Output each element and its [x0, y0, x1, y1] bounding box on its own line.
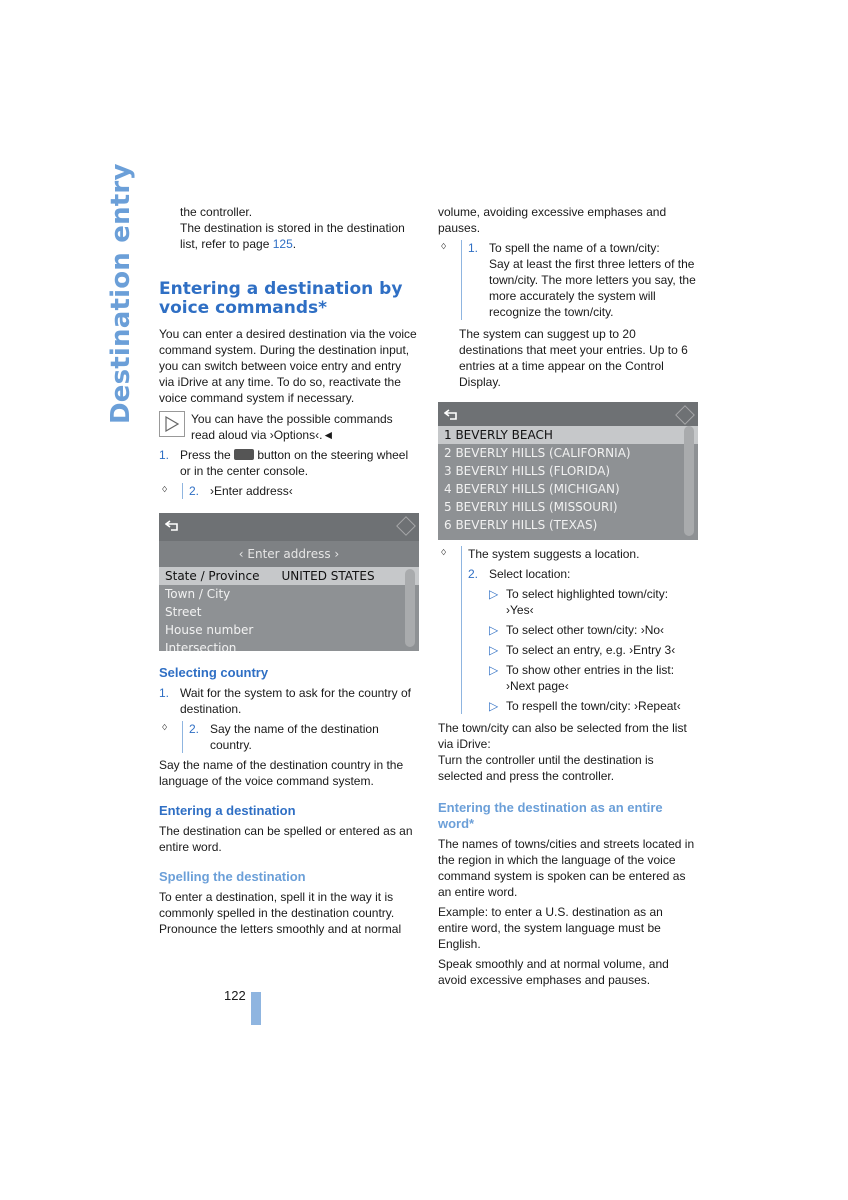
select-step-number: 2. [468, 567, 479, 581]
bullet-arrow-icon: ▷ [489, 623, 499, 637]
row-label: State / Province [165, 569, 260, 583]
voice-step-1-text: To spell the name of a town/city: [489, 241, 660, 255]
section-heading: Entering a destination by voice commands* [159, 279, 403, 318]
option-list [468, 586, 696, 714]
town-row[interactable]: 3 BEVERLY HILLS (FLORIDA) [444, 464, 611, 478]
suggest-paragraph: The system can suggest up to 20 destinations that meet your entries. Up to 6 entries at a time appear on the Control Display. [459, 327, 688, 389]
suggests-location [438, 546, 696, 714]
suggests-location-text: The system suggests a location. [468, 547, 640, 561]
option-item [489, 662, 696, 694]
sc-step-1-text: Wait for the system to ask for the country of destination. [180, 686, 411, 716]
sub-entering-destination: Entering a destination [159, 803, 296, 818]
sc-step-1 [159, 685, 417, 717]
town-row[interactable]: 2 BEVERLY HILLS (CALIFORNIA) [444, 446, 631, 460]
option-item [489, 642, 696, 658]
town-list-screen [438, 402, 698, 540]
note-box [159, 411, 417, 443]
bullet-arrow-icon: ▷ [489, 663, 499, 677]
talk-button-icon [234, 449, 254, 460]
screen-row-street[interactable]: Street [165, 605, 202, 619]
step-2-number: 2. [189, 484, 200, 498]
option-item [489, 698, 696, 714]
step-1-text-b: button on the steering wheel or in the center console. [180, 448, 409, 478]
screen-topbar [159, 513, 419, 541]
select-step [468, 566, 696, 582]
bullet-arrow-icon: ▷ [489, 699, 499, 713]
step-2-text: ›Enter address‹ [210, 484, 293, 498]
intro-line-1: the controller. [180, 205, 253, 219]
sc-paragraph: Say the name of the destination country in the language of the voice command system. [159, 758, 404, 788]
page-number: 122 [224, 988, 246, 1003]
option-text: To select other town/city: ›No‹ [506, 623, 665, 637]
suggests-location-body [468, 546, 696, 714]
sc-step-2-number: 2. [189, 722, 200, 736]
step-2-body [189, 483, 417, 499]
screen-corner-icon [675, 405, 695, 425]
town-row[interactable]: 4 BEVERLY HILLS (MICHIGAN) [444, 482, 620, 496]
screen-row-intersection[interactable]: Intersection [165, 641, 237, 651]
step-1 [159, 447, 417, 479]
enter-address-screen [159, 513, 419, 651]
voice-step-1-line [468, 240, 696, 256]
back-arrow-icon[interactable] [444, 409, 460, 421]
screen-row-state[interactable] [159, 567, 419, 585]
select-step-text: Select location: [489, 567, 571, 581]
screen-corner-icon [396, 516, 416, 536]
sub-entire-word: Entering the destination as an entire word* [438, 800, 663, 831]
continued-text: volume, avoiding excessive emphases and pauses. [438, 205, 667, 235]
back-arrow-icon[interactable] [165, 520, 181, 532]
voice-command-icon: ♢ [159, 483, 183, 499]
option-item [489, 586, 696, 618]
intro-tail: . [292, 237, 297, 251]
option-item [489, 622, 696, 638]
sc-step-1-number: 1. [159, 686, 170, 700]
screen-row-house[interactable]: House number [165, 623, 254, 637]
ew-paragraph-2: Example: to enter a U.S. destination as an entire word, the system language must be English. [438, 905, 663, 951]
option-text: To select an entry, e.g. ›Entry 3‹ [506, 643, 676, 657]
page-tab-bar [251, 992, 261, 1025]
voice-step-1 [438, 240, 696, 320]
step-1-text-a: Press the [180, 448, 235, 462]
town-row[interactable]: 1 BEVERLY BEACH [438, 426, 698, 444]
screen-topbar [438, 402, 698, 426]
step-1-number: 1. [159, 448, 170, 462]
ew-paragraph-3: Speak smoothly and at normal volume, and avoid excessive emphases and pauses. [438, 957, 669, 987]
sc-step-2-text: Say the name of the destination country. [210, 722, 379, 752]
sp-paragraph: To enter a destination, spell it in the way it is commonly spelled in the destination country. Pronounce the letters smoothly and at normal [159, 890, 402, 936]
voice-step-1-detail: Say at least the first three letters of the town/city. The more letters you say, the more accurately the system will recognize the town/city. [489, 257, 696, 319]
idrive-paragraph-1: The town/city can also be selected from the list via iDrive: [438, 721, 687, 751]
option-text: To show other entries in the list: ›Next page‹ [506, 663, 675, 693]
column-right [438, 204, 696, 988]
intro-line-2-text: The destination is stored in the destination list, refer to page [180, 221, 405, 251]
note-text: You can have the possible commands read aloud via ›Options‹.◄ [191, 412, 393, 442]
sc-step-2 [159, 721, 417, 753]
option-text: To respell the town/city: ›Repeat‹ [506, 699, 681, 713]
ew-paragraph-1: The names of towns/cities and streets located in the region in which the language of the voice command system is spoken can be entered as an entire word. [438, 837, 695, 899]
side-title: Destination entry [106, 163, 136, 424]
sub-selecting-country: Selecting country [159, 665, 269, 680]
idrive-paragraph-2: Turn the controller until the destination is selected and press the controller. [438, 753, 654, 783]
town-row[interactable]: 6 BEVERLY HILLS (TEXAS) [444, 518, 598, 532]
sub-spelling-destination: Spelling the destination [159, 869, 306, 884]
voice-step-1-body [468, 240, 696, 320]
voice-command-icon: ♢ [159, 721, 183, 753]
step-1-text [180, 447, 417, 479]
ed-paragraph: The destination can be spelled or entered as an entire word. [159, 824, 413, 854]
voice-command-icon: ♢ [438, 546, 462, 714]
step-2 [159, 483, 417, 499]
town-row[interactable]: 5 BEVERLY HILLS (MISSOURI) [444, 500, 618, 514]
sc-step-2-body [189, 721, 417, 753]
column-left [159, 204, 417, 937]
bullet-arrow-icon: ▷ [489, 587, 499, 601]
screen-header[interactable]: ‹ Enter address › [159, 541, 419, 567]
note-triangle-icon [159, 411, 185, 437]
intro-text [159, 204, 417, 252]
option-text: To select highlighted town/city: ›Yes‹ [506, 587, 669, 617]
row-value: UNITED STATES [281, 569, 375, 583]
page-link[interactable]: 125 [272, 237, 293, 251]
screen-row-town[interactable]: Town / City [165, 587, 231, 601]
voice-command-icon: ♢ [438, 240, 462, 320]
scrollbar[interactable] [405, 569, 415, 647]
scrollbar[interactable] [684, 426, 694, 536]
voice-intro-paragraph: You can enter a desired destination via the voice command system. During the destination input, you can switch between voice entry and entry via iDrive at any time. To do so, reactivate the voice command system if necessary. [159, 327, 417, 405]
voice-step-1-number: 1. [468, 241, 479, 255]
bullet-arrow-icon: ▷ [489, 643, 499, 657]
intro-line-2 [180, 220, 417, 252]
